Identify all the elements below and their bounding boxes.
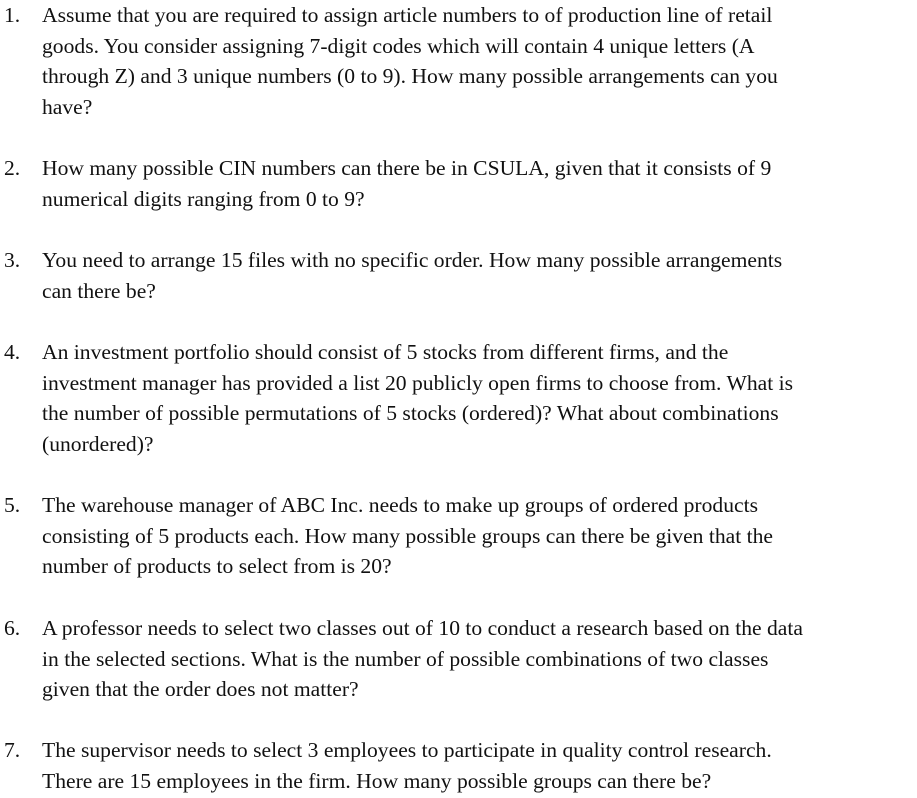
question-line: through Z) and 3 unique numbers (0 to 9). How many possible arrangements can you [42,64,778,89]
question-1 [0,0,917,122]
question-line: You need to arrange 15 files with no specific order. How many possible arrangements [42,248,783,272]
question-number: 6. [4,616,21,640]
question-line: the number of possible permutations of 5 stocks (ordered)? What about combinations [42,401,779,426]
question-line: goods. You consider assigning 7-digit codes which will contain 4 unique letters (A [42,33,755,58]
question-text [42,337,917,459]
question-line: can there be? [42,278,156,303]
question-2 [0,153,917,214]
question-number: 5. [4,493,21,517]
question-number: 2. [4,156,21,180]
question-text [42,245,917,306]
question-text [42,613,917,705]
question-line: consisting of 5 products each. How many possible groups can there be given that the [42,523,774,548]
question-line: Assume that you are required to assign article numbers to of production line of retail [42,3,773,27]
question-line: A professor needs to select two classes out of 10 to conduct a research based on the data [42,616,803,640]
question-4 [0,337,917,459]
question-line: numerical digits ranging from 0 to 9? [42,186,365,211]
question-number: 3. [4,248,21,272]
question-number: 1. [4,3,21,27]
question-line: An investment portfolio should consist of 5 stocks from different firms, and the [42,340,729,364]
question-number: 4. [4,340,21,364]
question-text [42,0,917,122]
question-text [42,490,917,582]
question-text [42,153,917,214]
question-line: have? [42,94,93,119]
question-3 [0,245,917,306]
question-7 [0,735,917,796]
question-line: number of products to select from is 20? [42,554,392,579]
question-line: investment manager has provided a list 20 publicly open firms to choose from. What is [42,370,794,395]
question-number: 7. [4,738,21,762]
question-line: The supervisor needs to select 3 employees to participate in quality control research. [42,738,772,762]
question-line: The warehouse manager of ABC Inc. needs to make up groups of ordered products [42,493,758,517]
question-6 [0,613,917,705]
question-line: in the selected sections. What is the number of possible combinations of two classes [42,646,769,671]
question-text [42,735,917,796]
question-5 [0,490,917,582]
question-line: (unordered)? [42,431,154,456]
question-line: There are 15 employees in the firm. How many possible groups can there be? [42,768,712,793]
question-line: How many possible CIN numbers can there be in CSULA, given that it consists of 9 [42,156,772,180]
question-line: given that the order does not matter? [42,677,359,702]
